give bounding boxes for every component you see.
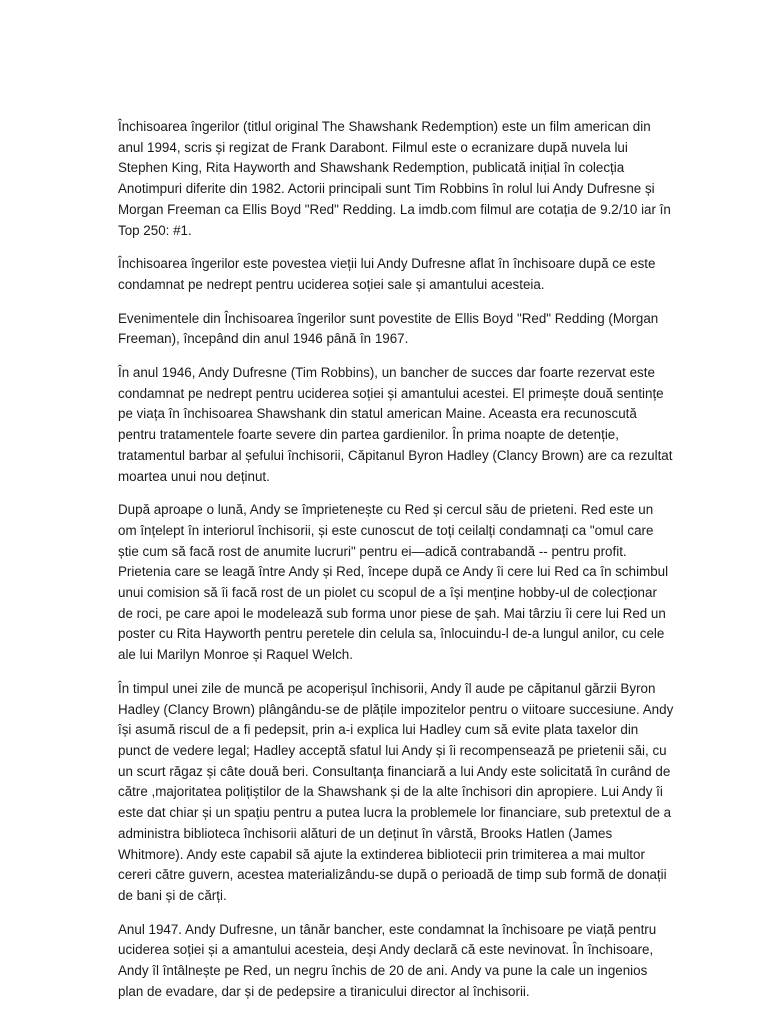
paragraph-rooftop: În timpul unei zile de muncă pe acoperișul închisorii, Andy îl aude pe căpitanul gărzii Byron Hadley (Clancy Brown) plângându-se de plățile impozitelor pentru o viitoare succesiune. Andy își asumă riscul de a fi pedepsit, prin a-i explica lui Hadley cum să evite plata taxelor din punct de vedere legal; Hadley acceptă sfatul lui Andy și îi recompensează pe prietenii săi, cu un scurt răgaz și câte două beri. Consultanța financiară a lui Andy este solicitată în curând de către ,majoritatea polițiștilor de la Shawshank și de la alte închisori din apropiere. Lui Andy îi este dat chiar și un spațiu pentru a putea lucra la problemele lor financiare, sub pretextul de a administra biblioteca închisorii alături de un deținut în vârstă, Brooks Hatlen (James Whitmore). Andy este capabil să ajute la extinderea bibliotecii prin trimiterea a mai multor cereri către guvern, acestea materializându-se după o perioadă de timp sub formă de donații de bani și de cărți. <box>118 680 674 903</box>
paragraph-1946: În anul 1946, Andy Dufresne (Tim Robbins), un bancher de succes dar foarte rezervat este condamnat pe nedrept pentru uciderea soției și amantului acestei. El primește două sentințe pe viața în închisoarea Shawshank din statul american Maine. Aceasta era recunoscută pentru tratamentele foarte severe din partea gardienilor. În prima noapte de detenție, tratamentul barbar al șefului închisorii, Căpitanul Byron Hadley (Clancy Brown) are ca rezultat moartea unui nou deținut. <box>118 365 673 484</box>
paragraph-narrator: Evenimentele din Închisoarea îngerilor sunt povestite de Ellis Boyd "Red" Redding (Morgan Freeman), începând din anul 1946 până în 1967. <box>118 310 659 347</box>
paragraph-1947: Anul 1947. Andy Dufresne, un tânăr bancher, este condamnat la închisoare pe viață pentru uciderea soției și a amantului acesteia, deși Andy declară că este nevinovat. În închisoare, Andy îl întâlnește pe Red, un negru închis de 20 de ani. Andy va pune la cale un ingenios plan de evadare, dar și de pedepsire a tiranicului director al închisorii. <box>118 921 657 999</box>
document-page <box>118 117 674 1015</box>
paragraph-summary: Închisoarea îngerilor este povestea vieții lui Andy Dufresne aflat în închisoare după ce este condamnat pe nedrept pentru uciderea soției sale și amantului acesteia. <box>118 256 656 292</box>
paragraph-friendship: După aproape o lună, Andy se împrietenește cu Red și cercul său de prieteni. Red este un om înțelept în interiorul închisorii, și este cunoscut de toți ceilalți condamnați ca "omul care știe cum să facă rost de anumite lucruri" pentru ei—adică contrabandă -- pentru profit. Prietenia care se leagă între Andy și Red, începe după ce Andy îi cere lui Red ca în schimbul unui comision să îi facă rost de un piolet cu scopul de a își menține hobby-ul de colecționar de roci, pe care apoi le modelează sub forma unor piese de șah. Mai târziu îi cere lui Red un poster cu Rita Hayworth pentru peretele din celula sa, înlocuindu-l de-a lungul anilor, cu cele ale lui Marilyn Monroe și Raquel Welch. <box>118 502 669 663</box>
paragraph-intro: Închisoarea îngerilor (titlul original The Shawshank Redemption) este un film american din anul 1994, scris și regizat de Frank Darabont. Filmul este o ecranizare după nuvela lui Stephen King, Rita Hayworth and Shawshank Redemption, publicată inițial în colecția Anotimpuri diferite din 1982. Actorii principali sunt Tim Robbins în rolul lui Andy Dufresne și Morgan Freeman ca Ellis Boyd "Red" Redding. La imdb.com filmul are cotația de 9.2/10 iar în Top 250: #1. <box>118 119 671 238</box>
